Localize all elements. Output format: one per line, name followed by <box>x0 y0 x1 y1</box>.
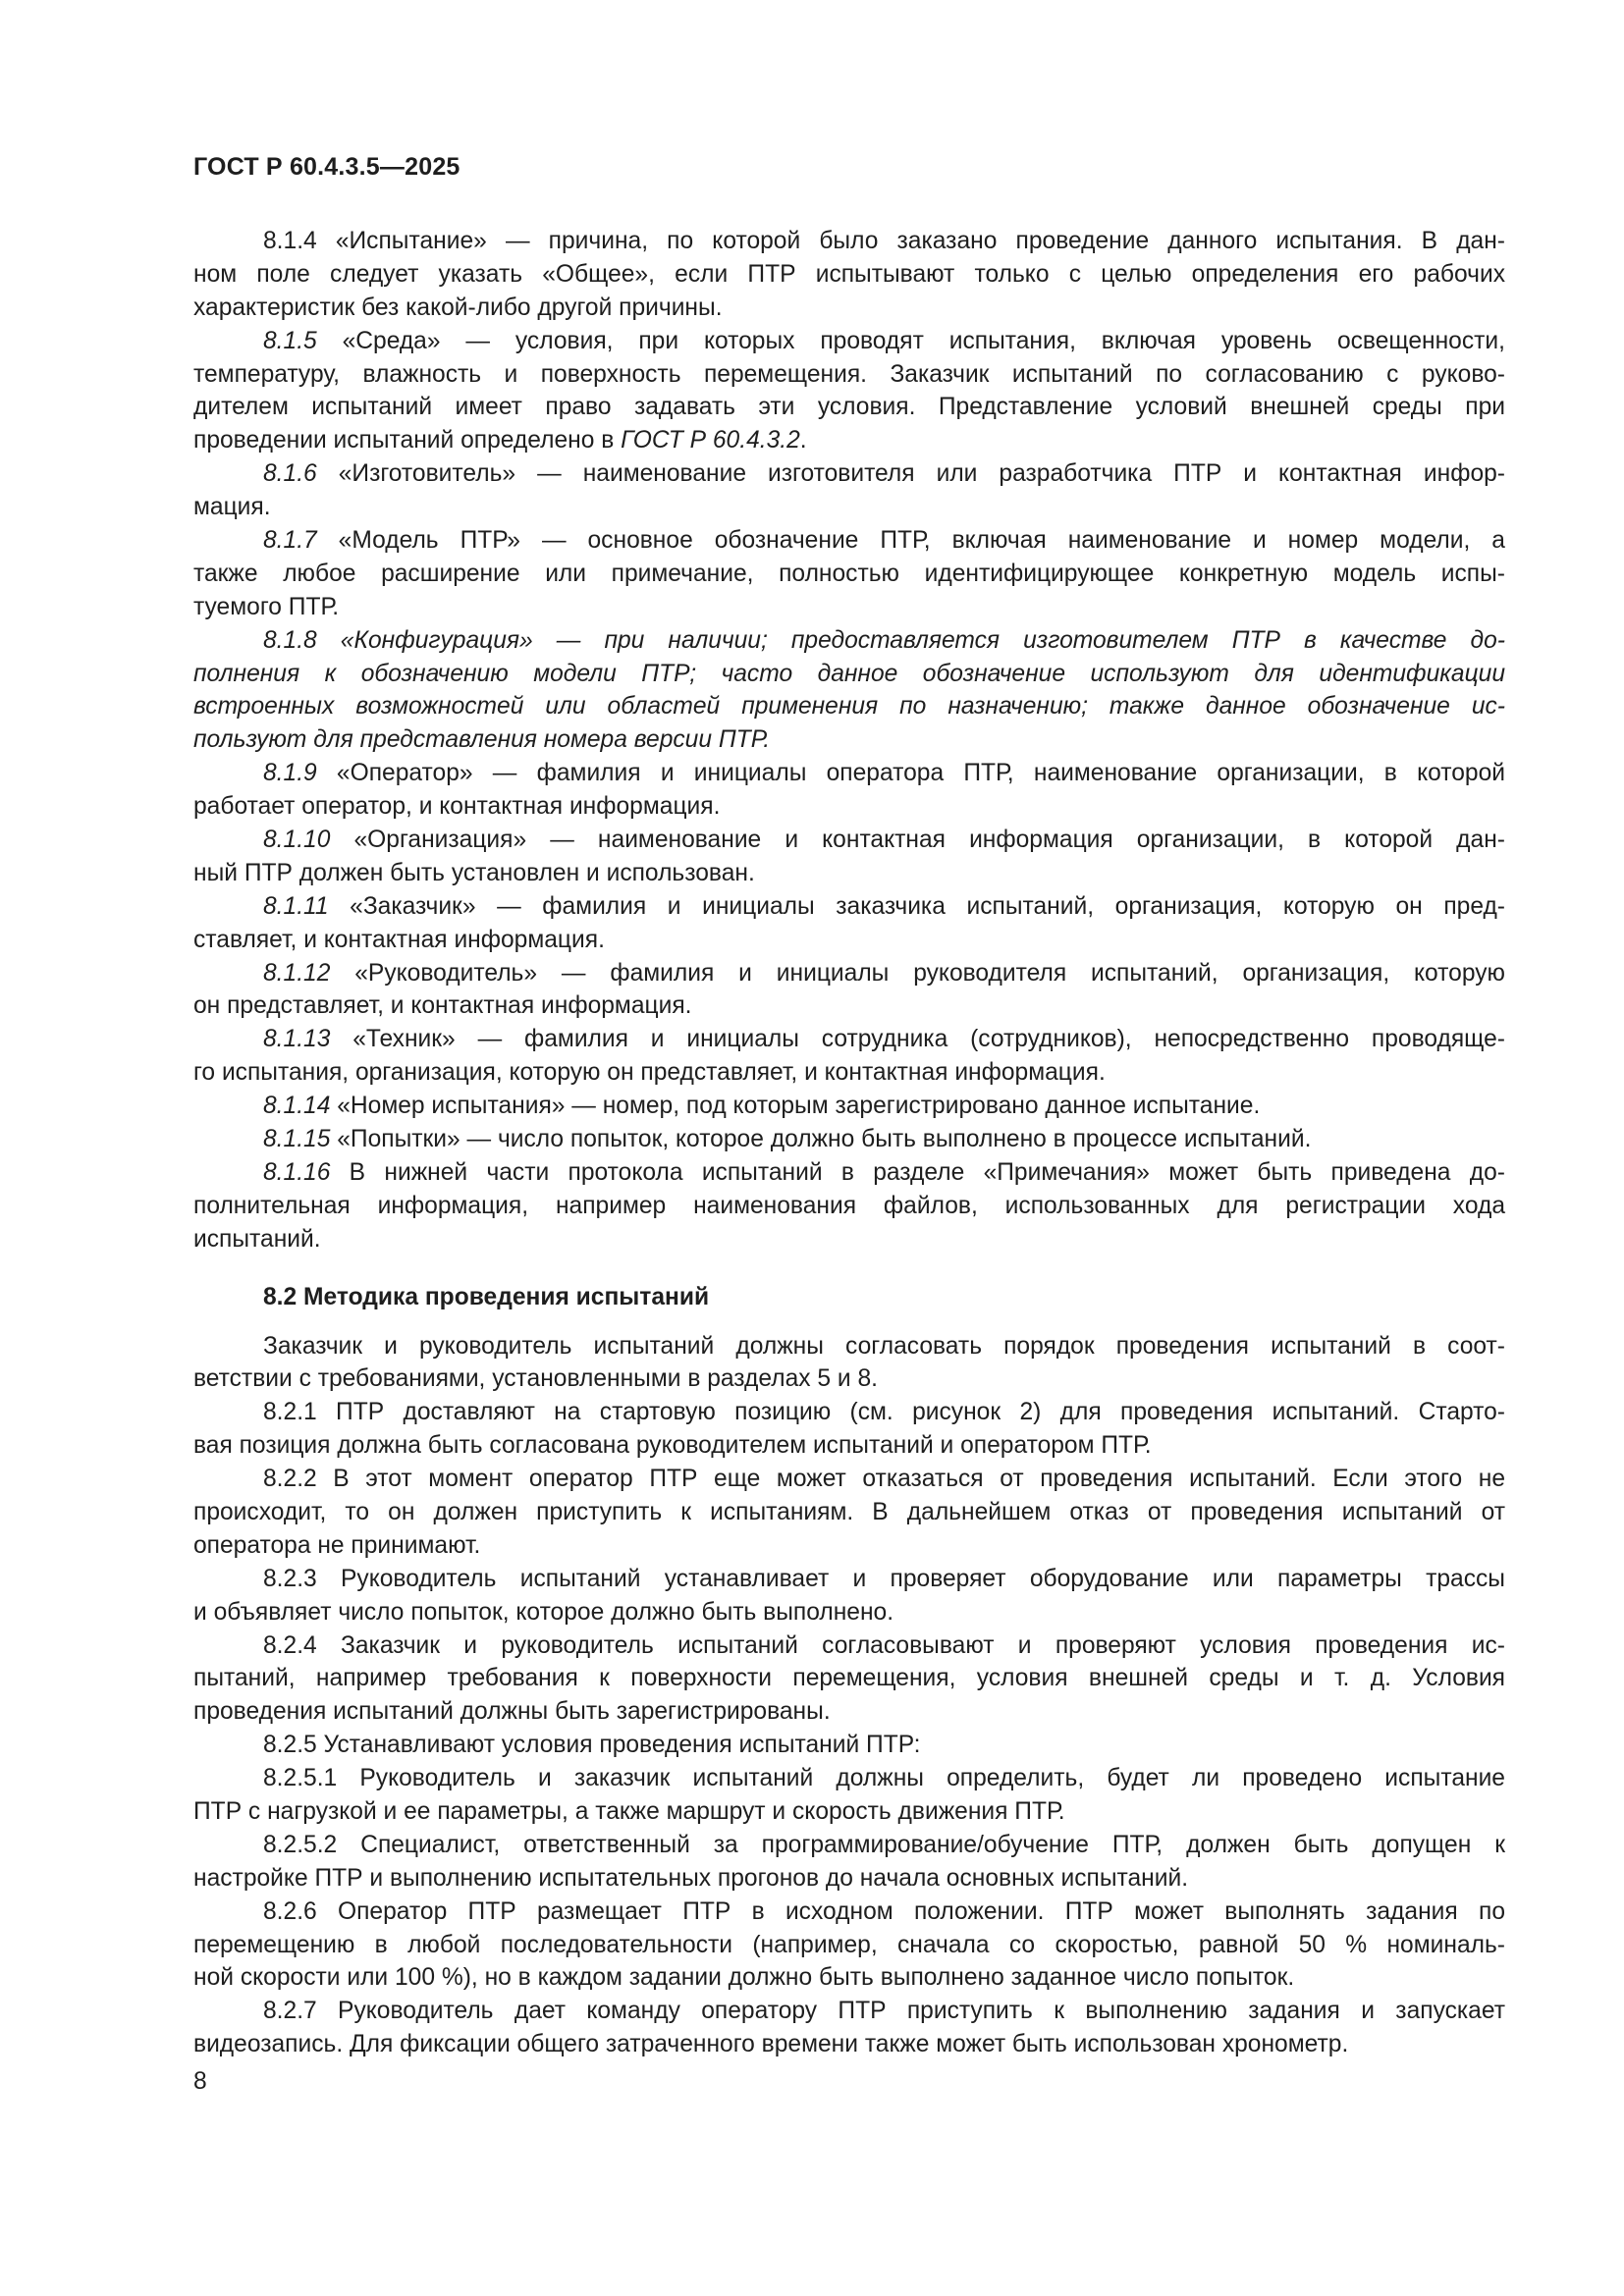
text-line <box>193 558 1505 591</box>
clause-number: 8.2.2 <box>263 1466 317 1493</box>
paragraph-8-1-4 <box>193 225 1505 325</box>
text-segment: ГОСТ Р 60.4.3.2 <box>621 427 800 454</box>
text-segment: «Оператор» — фамилия и инициалы оператора ПТР, наименование организации, в которой <box>316 760 1505 787</box>
text-line <box>193 1223 1505 1256</box>
text-segment: полнительная информация, например наименования файлов, использованных для регистрации хода <box>193 1192 1505 1219</box>
paragraph-8-2-6 <box>193 1896 1505 1996</box>
text-segment: Устанавливают условия проведения испытаний ПТР: <box>316 1732 921 1759</box>
paragraph-8-2-3 <box>193 1563 1505 1629</box>
text-segment: ветствии с требованиями, установленными в разделах 5 и 8. <box>193 1365 878 1393</box>
text-line <box>193 391 1505 424</box>
clause-number: 8.1.16 <box>263 1158 331 1186</box>
clause-number: 8.1.11 <box>263 892 329 920</box>
paragraph-8-2-5-1 <box>193 1762 1505 1829</box>
text-line <box>193 524 1505 558</box>
text-line <box>193 225 1505 258</box>
text-segment: «Среда» — условия, при которых проводят испытания, включая уровень освещенности, <box>316 327 1505 354</box>
clause-number: 8.1.15 <box>263 1126 331 1153</box>
paragraph-8-1-7 <box>193 524 1505 624</box>
text-segment: пытаний, например требования к поверхности перемещения, условия внешней среды и т. д. Условия <box>193 1665 1505 1692</box>
text-segment: Руководитель испытаний устанавливает и проверяет оборудование или параметры трассы <box>316 1565 1505 1592</box>
text-line <box>193 1961 1505 1995</box>
clause-number: 8.2.5.1 <box>263 1765 338 1792</box>
text-segment: «Техник» — фамилия и инициалы сотрудника (сотрудников), непосредственно проводяще- <box>330 1026 1505 1053</box>
spacer <box>193 1256 1505 1281</box>
text-segment: «Испытание» — причина, по которой было заказано проведение данного испытания. В дан- <box>316 228 1505 254</box>
text-line <box>193 292 1505 325</box>
text-segment: температуру, влажность и поверхность перемещения. Заказчик испытаний по согласованию с руково- <box>193 360 1505 388</box>
text-segment: . <box>799 427 807 454</box>
page-body <box>193 225 1505 2061</box>
paragraph-8-1-14 <box>193 1090 1505 1123</box>
clause-number: 8.1.4 <box>263 228 317 254</box>
text-line <box>193 1330 1505 1363</box>
text-line <box>193 1995 1505 2028</box>
text-line <box>193 723 1505 757</box>
text-line <box>193 591 1505 624</box>
text-segment: проведении испытаний определено в <box>193 427 622 454</box>
clause-number: 8.1.9 <box>263 760 317 787</box>
paragraph-8-1-13 <box>193 1023 1505 1090</box>
text-line <box>193 1729 1505 1762</box>
text-line <box>193 690 1505 723</box>
text-line <box>193 1463 1505 1496</box>
text-segment: ПТР с нагрузкой и ее параметры, а также маршрут и скорость движения ПТР. <box>193 1797 1065 1825</box>
clause-number: 8.1.10 <box>263 827 331 854</box>
text-line <box>193 1862 1505 1896</box>
text-segment: вая позиция должна быть согласована руководителем испытаний и оператором ПТР. <box>193 1432 1152 1460</box>
text-line <box>193 757 1505 790</box>
clause-number: 8.1.12 <box>263 959 331 987</box>
text-segment: Заказчик и руководитель испытаний согласовывают и проверяют условия проведения ис- <box>316 1631 1505 1659</box>
text-line <box>193 1929 1505 1962</box>
text-segment: ной скорости или 100 %), но в каждом задании должно быть выполнено заданное число попыток. <box>193 1964 1295 1992</box>
text-line <box>193 1023 1505 1056</box>
text-line <box>193 424 1505 457</box>
paragraph-8-1-16 <box>193 1156 1505 1256</box>
clause-number: 8.1.6 <box>263 460 317 488</box>
text-segment: Заказчик и руководитель испытаний должны согласовать порядок проведения испытаний в соот- <box>263 1332 1505 1360</box>
text-line <box>193 1596 1505 1629</box>
text-line <box>193 890 1505 924</box>
clause-number: 8.1.5 <box>263 327 317 354</box>
text-line <box>193 1190 1505 1223</box>
text-segment: ном поле следует указать «Общее», если ПТР испытывают только с целью определения его рабочих <box>193 260 1505 288</box>
text-segment: «Номер испытания» — номер, под которым зарегистрировано данное испытание. <box>330 1093 1261 1120</box>
clause-number: 8.2.5.2 <box>263 1831 338 1858</box>
paragraph-8-1-10 <box>193 824 1505 890</box>
text-line <box>193 1156 1505 1190</box>
text-line <box>193 1762 1505 1795</box>
text-line <box>193 1496 1505 1529</box>
spacer <box>193 1314 1505 1330</box>
text-segment: Специалист, ответственный за программирование/обучение ПТР, должен быть допущен к <box>337 1831 1505 1858</box>
text-line <box>193 1563 1505 1596</box>
text-line <box>193 857 1505 890</box>
section-8-2-paragraphs <box>193 1330 1505 2062</box>
text-segment: Руководитель и заказчик испытаний должны определить, будет ли проведено испытание <box>337 1765 1505 1792</box>
text-line <box>193 1429 1505 1463</box>
text-line <box>193 491 1505 524</box>
text-segment: проведения испытаний должны быть зарегистрированы. <box>193 1698 831 1726</box>
text-segment: перемещению в любой последовательности (например, сначала со скоростью, равной 50 % номиналь- <box>193 1931 1505 1958</box>
text-line <box>193 1662 1505 1695</box>
text-line <box>193 989 1505 1023</box>
text-segment: «Изготовитель» — наименование изготовителя или разработчика ПТР и контактная инфор- <box>316 460 1505 488</box>
text-segment: дителем испытаний имеет право задавать эти условия. Представление условий внешней среды при <box>193 394 1505 421</box>
paragraph-8-2-4 <box>193 1629 1505 1730</box>
text-segment: «Заказчик» — фамилия и инициалы заказчика испытаний, организация, которую он пред- <box>328 892 1505 920</box>
text-line <box>193 1795 1505 1829</box>
text-line <box>193 2028 1505 2061</box>
paragraph-8-1-5 <box>193 325 1505 458</box>
text-line <box>193 824 1505 857</box>
clause-number: 8.2.1 <box>263 1399 317 1426</box>
text-segment: «Конфигурация» — при наличии; предоставляется изготовителем ПТР в качестве до- <box>316 626 1505 654</box>
text-line <box>193 1695 1505 1729</box>
text-line <box>193 1896 1505 1929</box>
text-segment: В этот момент оператор ПТР еще может отказаться от проведения испытаний. Если этого не <box>316 1466 1505 1493</box>
text-line <box>193 957 1505 990</box>
text-segment: ставляет, и контактная информация. <box>193 926 605 953</box>
text-segment: Оператор ПТР размещает ПТР в исходном положении. ПТР может выполнять задания по <box>316 1897 1505 1925</box>
text-segment: «Руководитель» — фамилия и инициалы руководителя испытаний, организация, которую <box>330 959 1505 987</box>
clause-number: 8.2.6 <box>263 1897 317 1925</box>
clause-number: 8.1.14 <box>263 1093 331 1120</box>
clause-number: 8.2.3 <box>263 1565 317 1592</box>
text-segment: полнения к обозначению модели ПТР; часто данное обозначение используют для идентификации <box>193 660 1505 687</box>
document-header <box>193 153 460 181</box>
paragraph-8-2-2 <box>193 1463 1505 1563</box>
text-line <box>193 1090 1505 1123</box>
paragraph-8-1-9 <box>193 757 1505 824</box>
text-segment: «Модель ПТР» — основное обозначение ПТР, включая наименование и номер модели, а <box>316 527 1505 555</box>
paragraph-8-2-intro <box>193 1330 1505 1397</box>
text-segment: «Организация» — наименование и контактная информация организации, в которой дан- <box>330 827 1505 854</box>
text-line <box>193 1829 1505 1862</box>
paragraph-8-2-1 <box>193 1396 1505 1463</box>
text-segment: испытаний. <box>193 1225 321 1253</box>
paragraph-8-2-5-2 <box>193 1829 1505 1896</box>
clause-number: 8.1.7 <box>263 527 317 555</box>
text-line <box>193 325 1505 358</box>
text-segment: встроенных возможностей или областей применения по назначению; также данное обозначение ис- <box>193 693 1505 721</box>
text-line <box>193 358 1505 392</box>
text-segment: ный ПТР должен быть установлен и использован. <box>193 859 755 886</box>
paragraph-8-1-6 <box>193 457 1505 524</box>
clause-number: 8.2.7 <box>263 1998 317 2025</box>
text-segment: ПТР доставляют на стартовую позицию (см. рисунок 2) для проведения испытаний. Старто- <box>316 1399 1505 1426</box>
text-segment: видеозапись. Для фиксации общего затраченного времени также может быть использован хронометр. <box>193 2031 1349 2058</box>
text-segment: мация. <box>193 494 271 521</box>
paragraph-8-1-8 <box>193 624 1505 758</box>
text-segment: оператора не принимают. <box>193 1531 481 1559</box>
standard-designation: ГОСТ Р 60.4.3.5—2025 <box>193 153 460 181</box>
text-line <box>193 658 1505 691</box>
text-segment: настройке ПТР и выполнению испытательных прогонов до начала основных испытаний. <box>193 1864 1189 1892</box>
page-number: 8 <box>193 2068 207 2095</box>
section-heading-8-2: 8.2 Методика проведения испытаний <box>263 1283 710 1310</box>
text-line <box>193 624 1505 658</box>
paragraph-8-2-7 <box>193 1995 1505 2061</box>
text-line <box>193 1629 1505 1663</box>
text-line <box>193 1362 1505 1396</box>
paragraph-8-1-15 <box>193 1123 1505 1156</box>
text-line <box>193 924 1505 957</box>
text-line <box>193 790 1505 824</box>
paragraph-8-1-12 <box>193 957 1505 1024</box>
text-segment: «Попытки» — число попыток, которое должно быть выполнено в процессе испытаний. <box>330 1126 1312 1153</box>
clause-number: 8.1.8 <box>263 626 317 654</box>
paragraph-8-1-11 <box>193 890 1505 957</box>
text-segment: го испытания, организация, которую он представляет, и контактная информация. <box>193 1059 1106 1087</box>
text-line <box>193 1123 1505 1156</box>
text-line <box>193 1056 1505 1090</box>
clause-number: 8.2.4 <box>263 1631 317 1659</box>
text-segment: туемого ПТР. <box>193 593 340 620</box>
text-line <box>193 1396 1505 1429</box>
text-line <box>193 457 1505 491</box>
text-segment: Руководитель дает команду оператору ПТР приступить к выполнению задания и запускает <box>316 1998 1505 2025</box>
clause-number: 8.2.5 <box>263 1732 317 1759</box>
text-segment: также любое расширение или примечание, полностью идентифицирующее конкретную модель испы- <box>193 560 1505 587</box>
section-8-1-paragraphs <box>193 225 1505 1256</box>
text-segment: характеристик без какой-либо другой причины. <box>193 294 723 321</box>
text-segment: он представляет, и контактная информация. <box>193 992 692 1020</box>
text-segment: происходит, то он должен приступить к испытаниям. В дальнейшем отказ от проведения испытаний от <box>193 1498 1505 1525</box>
text-segment: пользуют для представления номера версии ПТР. <box>193 726 771 754</box>
clause-number: 8.1.13 <box>263 1026 331 1053</box>
text-line <box>193 258 1505 292</box>
text-line <box>193 1529 1505 1563</box>
paragraph-8-2-5 <box>193 1729 1505 1762</box>
text-segment: работает оператор, и контактная информация. <box>193 793 721 821</box>
text-segment: В нижней части протокола испытаний в разделе «Примечания» может быть приведена до- <box>330 1158 1505 1186</box>
text-segment: и объявляет число попыток, которое должно быть выполнено. <box>193 1598 894 1626</box>
